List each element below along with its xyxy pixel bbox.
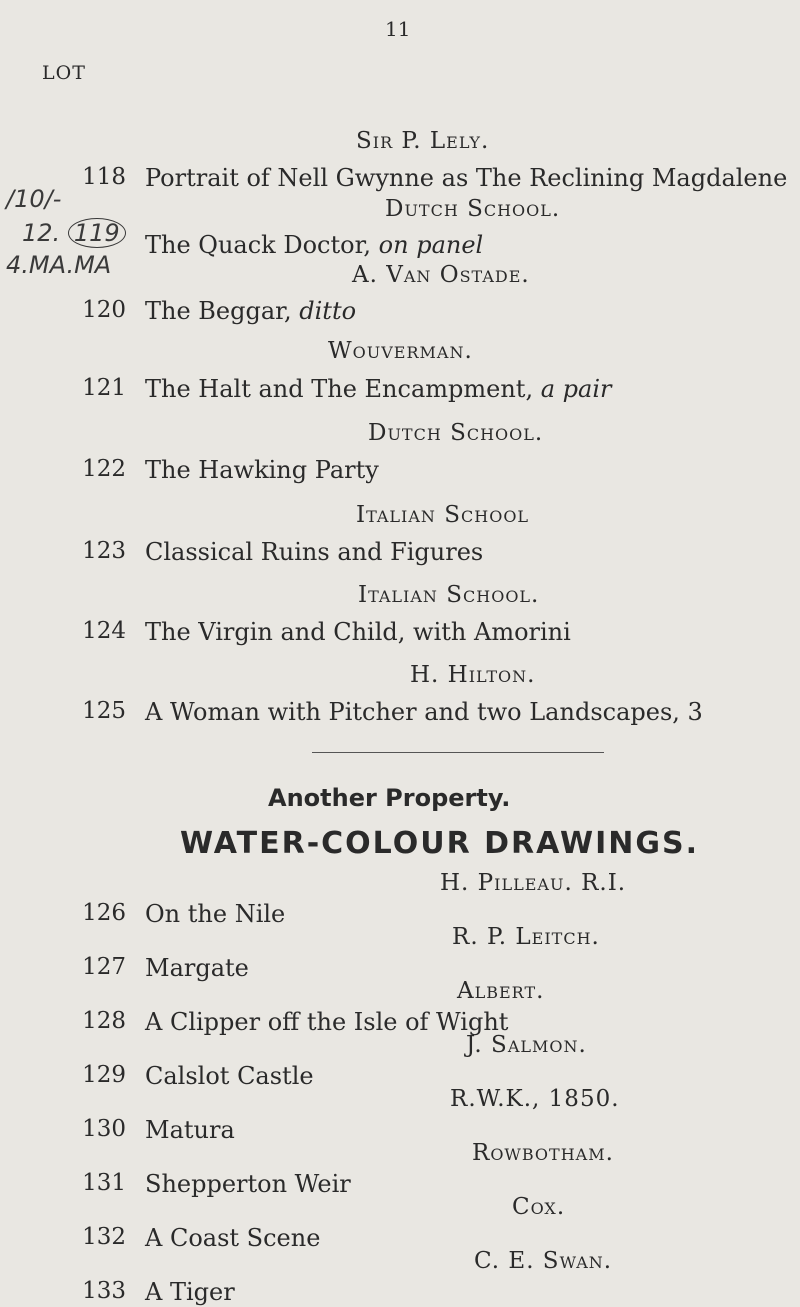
lot-number: 118 [82,164,126,190]
section-subtitle: Another Property. [268,784,511,812]
lot-number: 123 [82,538,126,564]
lot-title: Portrait of Nell Gwynne as The Reclining Magdalene [145,164,788,192]
lot-number: 121 [82,375,126,401]
lot-artist: Rowbotham. [472,1140,614,1166]
lot-title: Margate [145,954,249,982]
lot-number: 122 [82,456,126,482]
lot-artist: Cox. [512,1194,566,1220]
handwritten-initials-note: 4.MA.MA [6,251,112,279]
lot-title: The Quack Doctor, on panel [145,231,484,259]
lot-number: 128 [82,1008,126,1034]
lot-artist: H. Pilleau. R.I. [440,870,627,896]
lot-artist: A. Van Ostade. [352,262,530,288]
lot-title: Classical Ruins and Figures [145,538,484,566]
lot-number: 120 [82,297,126,323]
section-divider [312,752,604,753]
lot-column-header: LOT [42,62,86,84]
handwritten-note-prefix: 12. [22,219,61,247]
lot-title: The Halt and The Encampment, a pair [145,375,612,403]
lot-artist: Dutch School. [385,196,561,222]
handwritten-circled-lot: 119 [68,218,126,248]
lot-artist: Dutch School. [368,420,544,446]
lot-title: A Tiger [145,1278,235,1306]
lot-number: 124 [82,618,126,644]
lot-number: 130 [82,1116,126,1142]
lot-number: 129 [82,1062,126,1088]
handwritten-price-note: /10/- [6,185,62,213]
lot-title: Calslot Castle [145,1062,314,1090]
lot-title: A Clipper off the Isle of Wight [145,1008,509,1036]
lot-title: On the Nile [145,900,286,928]
lot-title: The Hawking Party [145,456,379,484]
lot-title: A Coast Scene [145,1224,321,1252]
lot-title: A Woman with Pitcher and two Landscapes, 3 [145,698,703,726]
handwritten-lot-note [22,219,126,247]
lot-artist: R. P. Leitch. [452,924,600,950]
section-title: WATER-COLOUR DRAWINGS. [180,826,699,861]
lot-artist: Italian School [356,502,530,528]
lot-artist: H. Hilton. [410,662,536,688]
lot-artist: Sir P. Lely. [356,128,490,154]
lot-artist: Italian School. [358,582,540,608]
lot-number: 133 [82,1278,126,1304]
lot-title: Matura [145,1116,235,1144]
lot-artist: R.W.K., 1850. [450,1086,620,1112]
lot-number: 127 [82,954,126,980]
lot-artist: Wouverman. [328,338,473,364]
lot-title: The Beggar, ditto [145,297,357,325]
lot-title: The Virgin and Child, with Amorini [145,618,571,646]
lot-number: 126 [82,900,126,926]
lot-number: 132 [82,1224,126,1250]
lot-artist: Albert. [457,978,545,1004]
lot-title: Shepperton Weir [145,1170,351,1198]
lot-number: 131 [82,1170,126,1196]
page-number: 11 [385,17,411,41]
lot-artist: C. E. Swan. [474,1248,613,1274]
lot-artist: J. Salmon. [466,1032,587,1058]
lot-number: 125 [82,698,126,724]
